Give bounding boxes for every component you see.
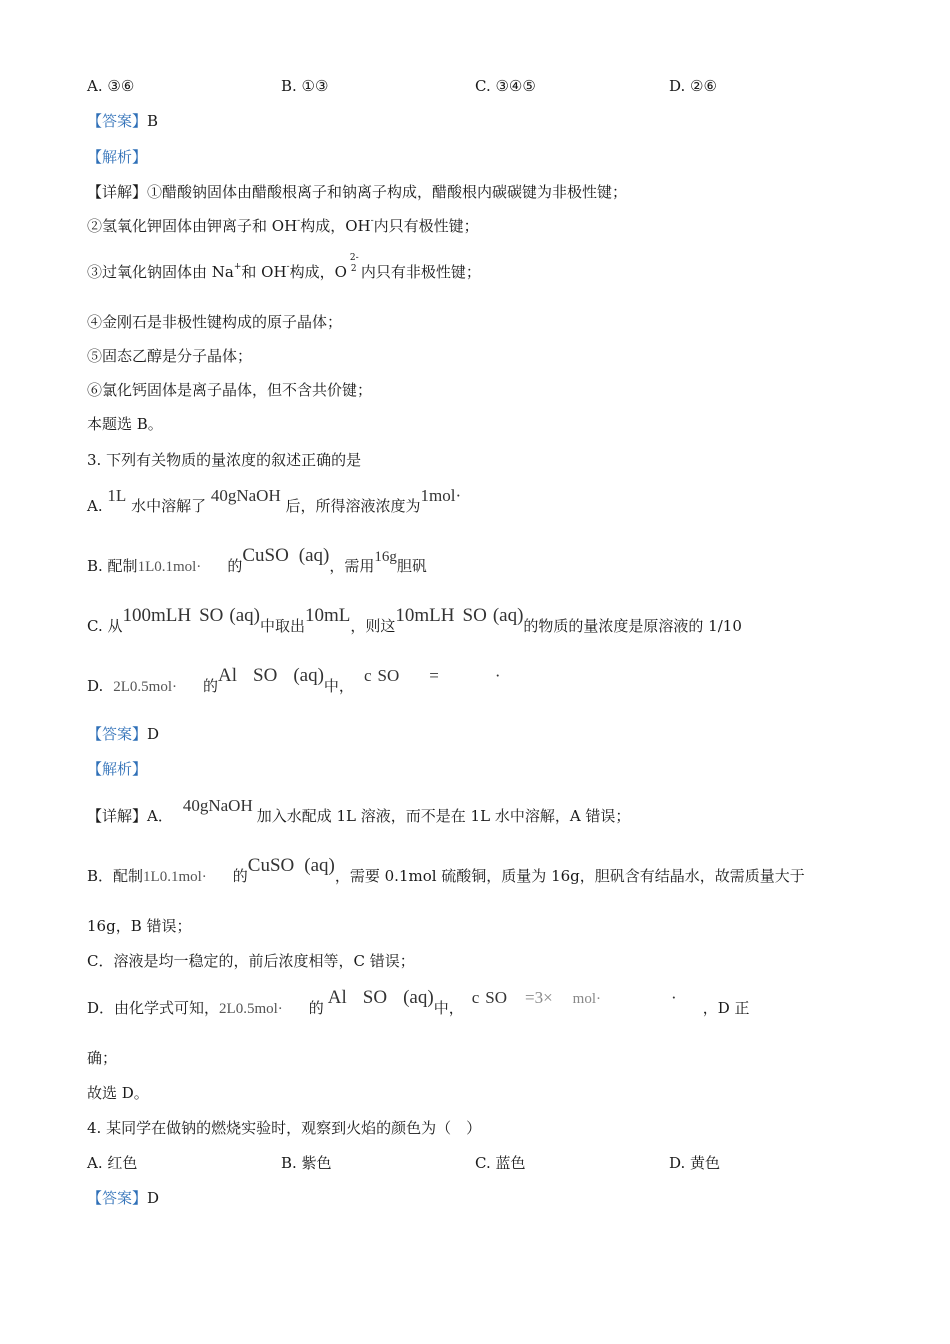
formula: 1mol· [420,486,462,505]
peroxide-charge [347,253,361,282]
detail-text: 内只有极性键； [373,217,479,235]
q4-stem: 4. 某同学在做钠的燃烧实验时，观察到火焰的颜色为（ ） [87,1119,482,1137]
formula: 2L0.5mol· [113,679,178,695]
detail-text: ①醋酸钠固体由醋酸根离子和钠离子构成，醋酸根内碳碳键为非极性键； [147,183,628,201]
option-text: 的物质的量浓度是原溶液的 1/10 [523,617,742,635]
charge-label: 2- [349,253,359,263]
q3-detail-a [87,796,631,826]
q3-analysis-tag: 【解析】 [87,760,148,778]
q3-detail-d-cont: 确； [87,1049,118,1067]
option-label: A. [87,497,103,515]
option-text: 胆矾 [396,557,427,575]
option-label: B. 配制 [87,557,138,575]
answer-value: B [147,112,159,130]
subscript: 2 [350,264,357,274]
q2-detail-line-3 [87,253,481,285]
formula: SO [462,605,487,626]
formula: 40gNaOH [182,796,253,815]
q3-detail-d [87,987,750,1019]
formula: SO [362,987,388,1008]
detail-text: 加入水配成 1L 溶液，而不是在 1L 水中溶解，A 错误； [256,807,631,825]
q3-stem: 3. 下列有关物质的量浓度的叙述正确的是 [87,451,362,469]
q2-detail-line-5: ⑤固态乙醇是分子晶体； [87,347,253,365]
formula: (aq) [298,545,330,566]
formula: 40gNaOH [210,486,281,505]
detail-text: 构成，O [289,263,347,281]
formula: 16g [374,549,397,565]
q3-option-d [87,665,501,697]
detail-text: 中， [433,999,464,1017]
q4-option-b: B. 紫色 [281,1154,332,1172]
formula: Al [327,987,347,1008]
formula: · [494,666,501,685]
formula: 2L0.5mol· [219,1001,283,1017]
formula: (aq) [304,855,335,876]
formula: · [671,988,677,1007]
answer-value: D [147,725,160,743]
option-text: ，需用 [329,557,375,575]
superscript: - [297,216,301,226]
formula: SO [485,988,507,1007]
option-text: 中取出 [259,617,305,635]
option-text: 的 [227,557,243,575]
detail-text: 和 OH [241,263,287,281]
formula: CuSO [247,855,295,876]
q2-detail-line-2 [87,216,479,239]
detail-text: 构成，OH [300,217,371,235]
q3-detail-end: 故选 D。 [87,1084,149,1102]
formula: 10mL [305,605,351,626]
formula: (aq) [229,605,260,626]
q2-detail-line-4: ④金刚石是非极性键构成的原子晶体； [87,313,343,331]
detail-text: 内只有非极性键； [360,263,481,281]
formula: SO [199,605,224,626]
answer-tag: 【答案】 [87,112,148,130]
formula: c [471,988,480,1007]
q2-option-b: B. ①③ [281,77,329,95]
q2-detail-line-1 [87,182,627,202]
formula: (aq) [293,665,324,686]
q4-option-c: C. 蓝色 [475,1154,526,1172]
formula: c [363,666,372,685]
formula: (aq) [492,605,524,626]
formula: 100mLH [122,605,192,626]
q2-answer [87,111,158,131]
formula: 10mLH [395,605,455,626]
detail-text: B．配制 [87,867,144,885]
q3-option-c [87,605,742,636]
detail-text: 的 [308,999,324,1017]
detail-text: ②氢氧化钾固体由钾离子和 OH [87,217,298,235]
q3-detail-b [87,855,805,887]
option-text: 水中溶解了 [131,497,207,515]
formula: =3× [524,988,553,1007]
detail-text: A． [147,807,173,825]
q2-option-a: A. ③⑥ [87,77,135,95]
formula: Al [218,665,238,686]
detail-text: D．由化学式可知， [87,999,220,1017]
q2-detail-line-7: 本题选 B。 [87,415,163,433]
answer-tag: 【答案】 [87,725,148,743]
formula: SO [377,666,400,685]
option-label: D. [87,677,104,695]
detail-text: ，需要 0.1mol 硫酸铜，质量为 16g，胆矾含有结晶水，故需质量大于 [334,867,805,885]
q4-option-a: A. 红色 [87,1154,138,1172]
q3-option-b [87,545,427,577]
superscript: + [233,262,242,272]
formula: SO [253,665,278,686]
detail-tag: 【详解】 [87,807,148,825]
formula: 1L [107,486,127,505]
superscript: - [286,262,290,272]
superscript: - [370,216,374,226]
formula: 1L0.1mol· [143,869,207,885]
q2-option-c: C. ③④⑤ [475,77,536,95]
option-text: 后，所得溶液浓度为 [285,497,421,515]
option-text: 的 [203,677,219,695]
answer-value: D [147,1189,160,1207]
detail-text: ③过氧化钠固体由 Na [87,263,234,281]
formula: (aq) [403,987,434,1008]
q2-analysis-tag: 【解析】 [87,148,148,166]
option-label: C. 从 [87,617,123,635]
formula: mol· [572,991,602,1007]
detail-text: ，D 正 [702,999,750,1017]
q3-detail-c: C．溶液是均一稳定的，前后浓度相等，C 错误； [87,952,415,970]
formula: = [429,666,439,685]
q2-option-d: D. ②⑥ [669,77,717,95]
option-text: ，则这 [350,617,396,635]
detail-tag: 【详解】 [87,183,148,201]
q4-option-d: D. 黄色 [669,1154,721,1172]
q4-answer [87,1188,159,1208]
option-text: 中， [323,677,354,695]
formula: CuSO [242,545,289,566]
q3-detail-b-cont: 16g，B 错误； [87,917,192,935]
detail-text: 的 [232,867,248,885]
answer-tag: 【答案】 [87,1189,148,1207]
q2-detail-line-6: ⑥氯化钙固体是离子晶体，但不含共价键； [87,381,373,399]
q3-option-a [87,486,462,516]
formula: 1L0.1mol· [137,559,202,575]
q3-answer [87,724,159,744]
